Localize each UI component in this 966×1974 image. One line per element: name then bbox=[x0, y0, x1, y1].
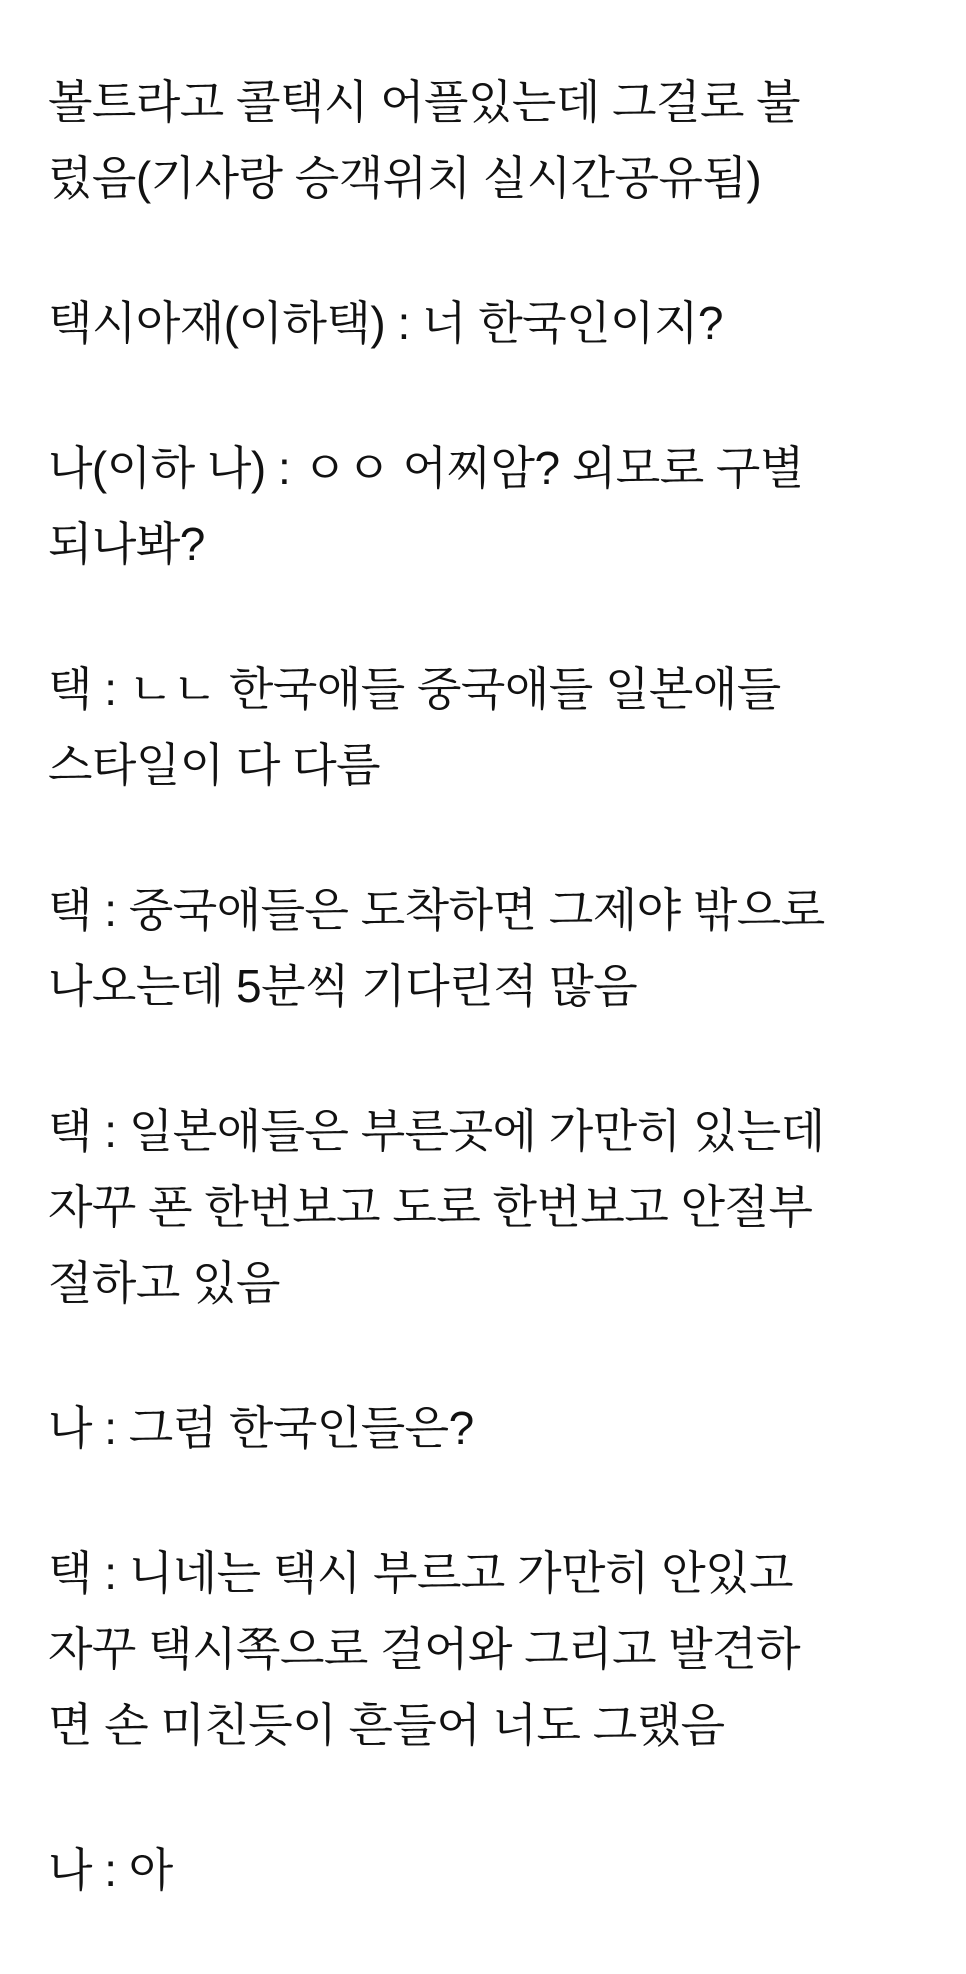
text-paragraph bbox=[48, 651, 926, 803]
text-line: 볼트라고 콜택시 어플있는데 그걸로 불 bbox=[48, 76, 801, 128]
text-paragraph bbox=[48, 285, 926, 361]
text-line: 택 : 중국애들은 도착하면 그제야 밖으로 bbox=[48, 884, 825, 936]
text-line: 나 : 그럼 한국인들은? bbox=[48, 1402, 474, 1454]
text-line: 면 손 미친듯이 흔들어 너도 그랬음 bbox=[48, 1699, 725, 1751]
text-line: 택시아재(이하택) : 너 한국인이지? bbox=[48, 297, 724, 349]
text-paragraph bbox=[48, 872, 926, 1024]
text-line: 택 : ㄴㄴ 한국애들 중국애들 일본애들 bbox=[48, 663, 781, 715]
text-paragraph bbox=[48, 64, 926, 216]
text-paragraph bbox=[48, 1832, 926, 1908]
text-line: 렀음(기사랑 승객위치 실시간공유됨) bbox=[48, 152, 762, 204]
text-paragraph bbox=[48, 1093, 926, 1321]
text-line: 자꾸 택시쪽으로 걸어와 그리고 발견하 bbox=[48, 1623, 801, 1675]
text-line: 절하고 있음 bbox=[48, 1257, 280, 1309]
text-line: 택 : 니네는 택시 부르고 가만히 안있고 bbox=[48, 1547, 794, 1599]
text-line: 자꾸 폰 한번보고 도로 한번보고 안절부 bbox=[48, 1181, 813, 1233]
text-line: 택 : 일본애들은 부른곳에 가만히 있는데 bbox=[48, 1105, 825, 1157]
text-line: 나 : 아 bbox=[48, 1844, 173, 1896]
text-line: 되나봐? bbox=[48, 518, 205, 570]
text-line: 나(이하 나) : ㅇㅇ 어찌암? 외모로 구별 bbox=[48, 442, 804, 494]
text-line: 스타일이 다 다름 bbox=[48, 739, 381, 791]
text-paragraph bbox=[48, 1535, 926, 1763]
text-paragraph bbox=[48, 430, 926, 582]
text-line: 나오는데 5분씩 기다린적 많음 bbox=[48, 960, 638, 1012]
text-paragraph bbox=[48, 1390, 926, 1466]
